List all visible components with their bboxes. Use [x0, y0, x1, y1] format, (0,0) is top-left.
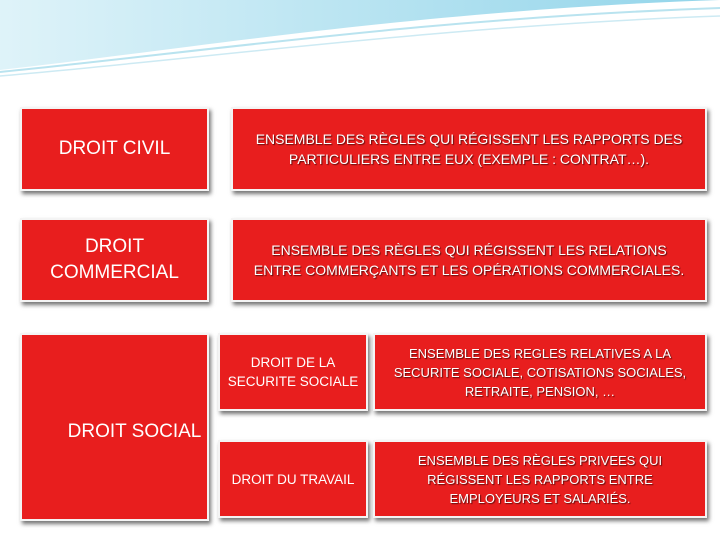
securite-sociale-label: SECURITE SOCIALE: [227, 374, 359, 389]
securite-sociale-label: DROIT DE LA: [250, 355, 336, 370]
droit-civil-description-box: [231, 107, 707, 191]
droit-commercial-label: COMMERCIAL: [50, 262, 179, 283]
droit-civil-label: DROIT CIVIL: [58, 138, 171, 159]
droit-commercial-box: [20, 218, 209, 302]
droit-civil-box: [20, 107, 209, 191]
droit-du-travail-description-line: ENSEMBLE DES RÈGLES PRIVEES QUI: [417, 452, 663, 468]
securite-sociale-description-box: [373, 333, 707, 411]
droit-commercial-label: DROIT: [84, 236, 145, 257]
decorative-header-band: [0, 0, 720, 90]
droit-du-travail-box: [218, 440, 368, 518]
droit-commercial-description-line: ENSEMBLE DES RÈGLES QUI RÉGISSENT LES RELATIONS: [271, 242, 667, 258]
securite-sociale-box: [218, 333, 368, 411]
droit-civil-description-line: PARTICULIERS ENTRE EUX (EXEMPLE : CONTRAT…).: [288, 151, 650, 167]
droit-social-box: [20, 333, 209, 521]
droit-commercial-description-box: [231, 218, 707, 302]
droit-commercial-description-line: ENTRE COMMERÇANTS ET LES OPÉRATIONS COMMERCIALES.: [253, 262, 685, 278]
droit-du-travail-label: DROIT DU TRAVAIL: [231, 471, 355, 487]
securite-sociale-description-line: SECURITE SOCIALE, COTISATIONS SOCIALES,: [393, 364, 687, 380]
securite-sociale-description-line: RETRAITE, PENSION, …: [464, 383, 616, 399]
droit-civil-description-line: ENSEMBLE DES RÈGLES QUI RÉGISSENT LES RAPPORTS DES: [255, 131, 683, 147]
droit-social-label: DROIT SOCIAL: [67, 421, 202, 442]
droit-du-travail-description-line: RÉGISSENT LES RAPPORTS ENTRE: [427, 471, 653, 487]
droit-du-travail-description-box: [373, 440, 707, 518]
droit-du-travail-description-line: EMPLOYEURS ET SALARIÉS.: [449, 490, 631, 506]
securite-sociale-description-line: ENSEMBLE DES REGLES RELATIVES A LA: [408, 345, 671, 361]
